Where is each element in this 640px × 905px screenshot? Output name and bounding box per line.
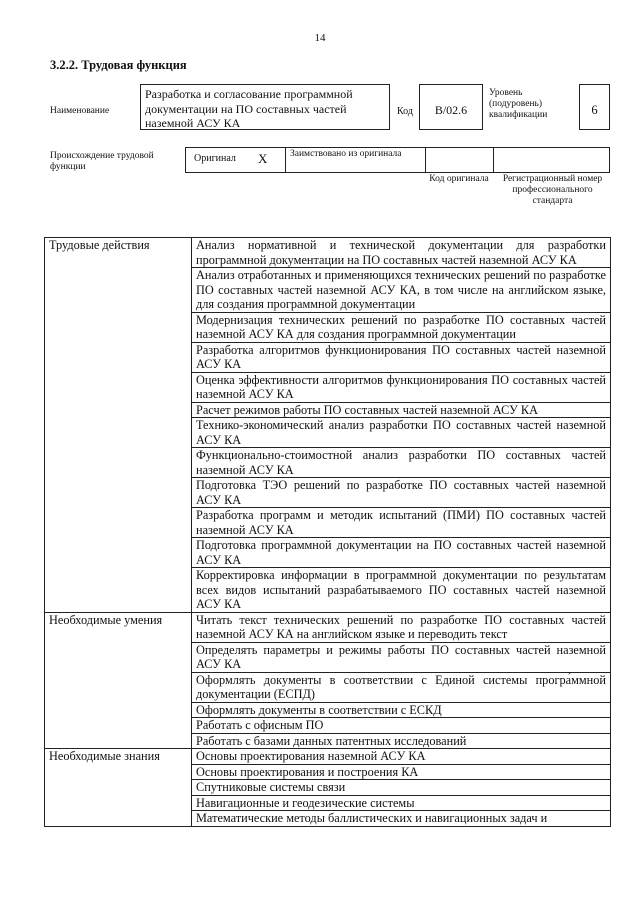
code-box: В/02.6 bbox=[419, 84, 483, 130]
item-cell: Оформлять документы в соответствии с Единой системы програ́ммной документации (ЕСПД) bbox=[192, 672, 611, 702]
item-cell: Расчет режимов работы ПО составных частей наземной АСУ КА bbox=[192, 402, 611, 418]
item-cell: Подготовка ТЭО решений по разработке ПО составных частей наземной АСУ КА bbox=[192, 478, 611, 508]
origin-table bbox=[185, 147, 610, 173]
page-number: 14 bbox=[314, 32, 326, 44]
original-mark: X bbox=[258, 151, 268, 166]
item-cell: Корректировка информации в программной документации по результатам всех видов испытаний разрабатываемого ПО составных частей наземной АСУ КА bbox=[192, 568, 611, 613]
category-cell: Трудовые действия bbox=[45, 238, 192, 613]
original-cell bbox=[186, 148, 286, 172]
item-cell: Навигационные и геодезические системы bbox=[192, 795, 611, 811]
section-title: 3.2.2. Трудовая функция bbox=[50, 58, 187, 72]
borrowed-label: Заимствовано из оригинала bbox=[290, 149, 402, 159]
reg-number-caption: Регистрационный номер профессионального стандарта bbox=[502, 174, 603, 206]
labor-function-table bbox=[44, 237, 611, 827]
original-code-cell bbox=[426, 148, 494, 172]
category-cell: Необходимые умения bbox=[45, 612, 192, 749]
code-label: Код bbox=[397, 106, 413, 117]
item-cell: Технико-экономический анализ разработки ПО составных частей наземной АСУ КА bbox=[192, 418, 611, 448]
item-cell: Подготовка программной документации на ПО составных частей наземной АСУ КА bbox=[192, 538, 611, 568]
level-label: Уровень (подуровень) квалификации bbox=[489, 88, 548, 120]
item-cell: Оформлять документы в соответствии с ЕСКД bbox=[192, 702, 611, 718]
item-cell: Оценка эффективности алгоритмов функционирования ПО составных частей наземной АСУ КА bbox=[192, 372, 611, 402]
item-cell: Разработка программ и методик испытаний (ПМИ) ПО составных частей наземной АСУ КА bbox=[192, 508, 611, 538]
item-cell: Работать с офисным ПО bbox=[192, 718, 611, 734]
item-cell: Основы проектирования и построения КА bbox=[192, 764, 611, 780]
borrowed-cell bbox=[286, 148, 426, 172]
item-cell: Определять параметры и режимы работы ПО составных частей наземной АСУ КА bbox=[192, 642, 611, 672]
item-cell: Анализ отработанных и применяющихся технических решений по разработке ПО составных частей наземной АСУ КА, в том числе на английском языке, для создания программной документации bbox=[192, 268, 611, 313]
item-cell: Анализ нормативной и технической документации для разработки программной документации на ПО составных частей наземной АСУ КА bbox=[192, 238, 611, 268]
level-box: 6 bbox=[579, 84, 610, 130]
table-row bbox=[45, 612, 611, 642]
item-cell: Читать текст технических решений по разработке ПО составных частей наземной АСУ КА на английском языке и переводить текст bbox=[192, 612, 611, 642]
item-cell: Спутниковые системы связи bbox=[192, 780, 611, 796]
item-cell: Работать с базами данных патентных исследований bbox=[192, 733, 611, 749]
table-row bbox=[45, 238, 611, 268]
item-cell: Модернизация технических решений по разработке ПО составных частей наземной АСУ КА для создания программной документации bbox=[192, 312, 611, 342]
item-cell: Математические методы баллистических и навигационных задач и bbox=[192, 811, 611, 827]
item-cell: Основы проектирования наземной АСУ КА bbox=[192, 749, 611, 765]
item-cell: Разработка алгоритмов функционирования ПО составных частей наземной АСУ КА bbox=[192, 342, 611, 372]
category-cell: Необходимые знания bbox=[45, 749, 192, 827]
table-row bbox=[45, 749, 611, 765]
name-label: Наименование bbox=[50, 106, 110, 116]
item-cell: Функционально-стоимостной анализ разработки ПО составных частей наземной АСУ КА bbox=[192, 448, 611, 478]
original-label: Оригинал bbox=[194, 153, 236, 164]
code-caption: Код оригинала bbox=[429, 174, 489, 184]
function-name-box: Разработка и согласование программной документации на ПО составных частей наземной АСУ КА bbox=[140, 84, 390, 130]
origin-label: Происхождение трудовой функции bbox=[50, 151, 154, 172]
